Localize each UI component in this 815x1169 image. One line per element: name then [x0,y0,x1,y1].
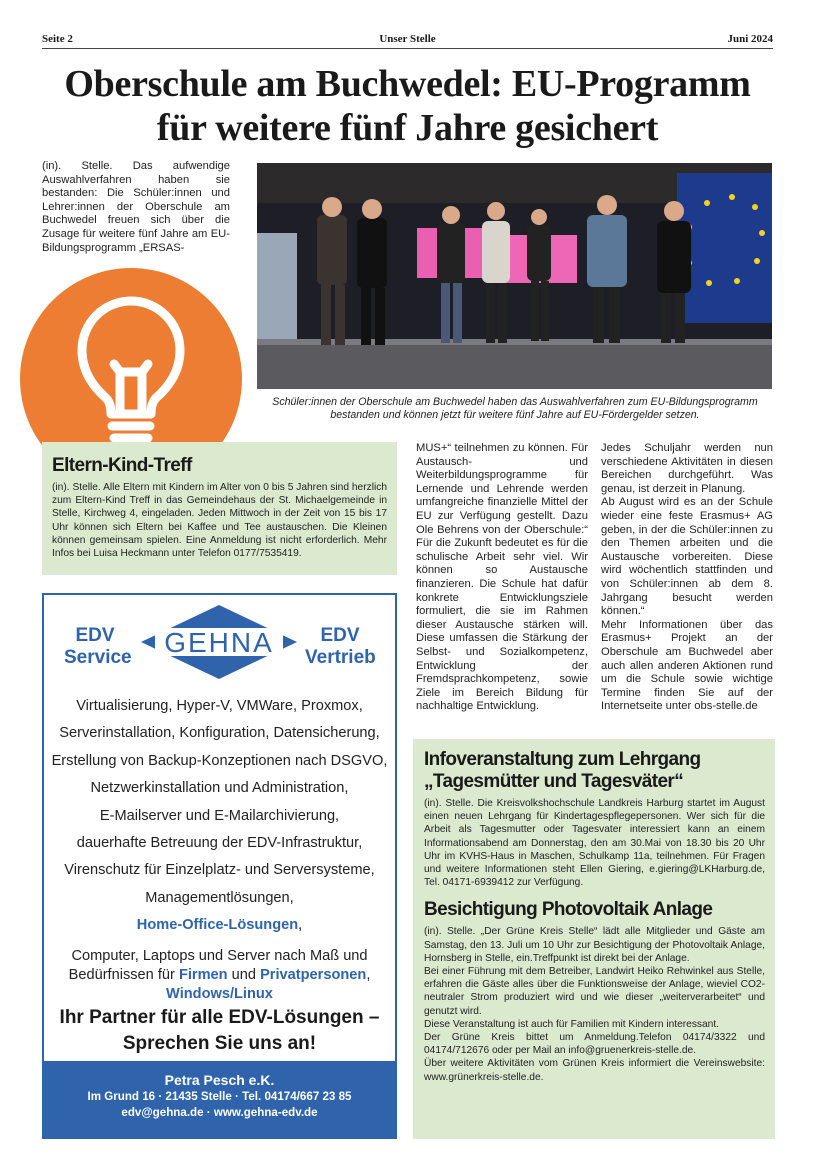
ad-hardware [44,940,395,1004]
running-head [42,33,773,49]
caption-line-1: Schüler:innen der Oberschule am Buchwedel haben das Auswahlverfahren zum EU-Bildungsprogramm [272,396,758,408]
pv-para-1: (in). Stelle. „Der Grüne Kreis Stelle“ lädt alle Mitglieder und Gäste am Samstag, den 13. Juli um 10 Uhr zur Besichtigung der Photovoltaik Anlage, Hornsberg in Stelle, ein.Treffpunkt ist direkt bei der Anlage. [424,926,765,964]
article-column-3 [601,442,773,714]
header-rule [42,48,773,49]
issue-date: Juni 2024 [727,33,773,45]
headline-line-2: für weitere fünf Jahre gesichert [156,107,659,149]
caption-line-2: bestanden und können jetzt für weitere fünf Jahre auf EU-Fördergelder setzen. [330,409,700,421]
ad-service-7: Virenschutz für Einzelplatz- und Serversysteme, [64,862,375,879]
ad-service-1: Virtualisierung, Hyper-V, VMWare, Proxmox, [76,698,363,714]
ad-privatpersonen: Privatpersonen [260,966,367,983]
ad-slogan [44,1005,395,1057]
ad-service-5: E-Mailserver und E-Mailarchivierung, [99,807,340,824]
eltern-kind-treff-box [42,442,397,575]
ad-contact: edv@gehna.de · www.gehna-edv.de [121,1106,318,1119]
article-headline [30,62,785,150]
info-body: (in). Stelle. Die Kreisvolkshochschule Landkreis Harburg startet im August einen neuen Lehrgang für Kindertagespflegepersonen. Wer sich für die Arbeit als Tagesmutter oder Tagesvater interessiert kann an einem Informationsabend am Donnerstag, den am 30.Mai von 18.30 bis 20 Uhr Uhr im KVHS-Haus in Maschen, Schulkamp 11a, teilnehmen. Für Fragen und weitere Informationen steht Ellen Giering, e.giering@LKHarburg.de, Tel. 04171-6939412 zur Verfügung. [424,798,765,889]
gehna-advertisement [42,593,397,1139]
info-title-line-2: „Tagesmütter und Tagesväter“ [424,771,684,792]
ad-slogan-line-1: Ihr Partner für alle EDV-Lösungen – [59,1007,380,1028]
ad-edv-service [64,625,132,669]
ad-hardware-line-2 [44,966,395,985]
ad-edv-vertrieb [305,625,375,669]
ad-service-8: Managementlösungen, [145,889,294,906]
ad-windows-linux: Windows/Linux [166,985,273,1002]
publication-name: Unser Stelle [379,33,436,45]
ad-firmen: Firmen [178,966,228,983]
gehna-logo [139,603,299,681]
ad-left-line-2: Service [64,647,132,668]
page-number: Seite 2 [42,33,73,45]
pv-para-5: Über weitere Aktivitäten vom Grünen Kreis informiert die Vereinswebsite: www.grünerkreis-stelle.de. [424,1058,765,1083]
ad-address: Im Grund 16 · 21435 Stelle · Tel. 04174/667 23 85 [87,1090,352,1103]
ad-contact-footer [44,1061,395,1137]
pv-body [424,925,765,1083]
eltern-kind-treff-title: Eltern-Kind-Treff [52,455,192,476]
article-col3-para-1: Jedes Schuljahr werden nun verschiedene Aktivitäten in diesen Bereichen durchgeführt. Was genau, ist derzeit in Planung. [601,442,773,495]
ad-service-3: Erstellung von Backup-Konzeptionen nach DSGVO, [51,752,388,769]
stage-photo-illustration [257,163,772,389]
ad-company-name: Petra Pesch e.K. [164,1072,275,1088]
article-col3-para-2: Ab August wird es an der Schule wieder eine feste Erasmus+ AG geben, in der die Schüler:innen zu den Themen arbeiten und die Austausche vorbereiten. Diese wird wöchentlich stattfinden und von Schüler:innen ab dem 8. Jahrgang besucht werden können.“ [601,496,773,618]
ad-hardware-line-1: Computer, Laptops und Server nach Maß und [71,947,368,964]
ad-left-line-1: EDV [75,625,115,646]
pv-para-2: Bei einer Führung mit dem Betreiber, Landwirt Heiko Rehwinkel aus Stelle, erfahren die Gäste alles über die Funktionsweise der Anlage, wieviel CO2-neutraler Strom produziert wird und wie dieser „weiterverarbeitet“ und genutzt wird. [424,966,765,1017]
ad-header [44,595,395,687]
ad-comma: , [298,917,303,934]
headline-line-1: Oberschule am Buchwedel: EU-Programm [64,63,751,105]
ad-home-office [44,912,395,939]
article-col3-para-3: Mehr Informationen über das Erasmus+ Projekt an der Oberschule am Buchwedel aber auch allen anderen Aktionen rund um die Schule sowie wichtige Termine finden Sie auf der Internetseite unter obs-stelle.de [601,618,773,713]
ad-service-6: dauerhafte Betreuung der EDV-Infrastruktur, [76,835,363,852]
pv-title: Besichtigung Photovoltaik Anlage [424,899,713,921]
article-column-2: MUS+“ teilnehmen zu können. Für Austausch- und Weiterbildungsprogramme für Lernende und Lehrende werden umfangreiche finanzielle Mittel der EU zur Verfügung gestellt. Dazu Ole Behrens von der Oberschule:“ Für die Zukunft bedeutet es für die schulische Arbeit sehr viel. Wir können so Austausche finanzieren. Die Schule hat dafür konkrete Entwicklungsziele formuliert, die sie im Rahmen dieser Austausche stärken will. Diese umfassen die Stärkung der Selbst- und Sozialkompetenz, Entwicklung der Fremdsprachkompetenz, sowie Ziele im Bereich Bildung für nachhaltige Entwicklung. [416,442,588,713]
ad-hardware-text: Bedürfnissen für [68,966,179,983]
pv-para-4: Der Grüne Kreis bittet um Anmeldung.Telefon 04174/3322 und 04174/712676 oder per Mail an info@gruenerkreis-stelle.de. [424,1032,765,1057]
ad-comma-2: , [366,966,371,983]
pv-para-3: Diese Veranstaltung ist auch für Familien mit Kindern interessant. [424,1018,720,1030]
ad-right-line-1: EDV [320,625,360,646]
info-events-box [413,739,775,1139]
photo-caption [255,396,775,422]
ad-slogan-line-2: Sprechen Sie uns an! [122,1033,317,1054]
article-intro: (in). Stelle. Das aufwendige Auswahlverfahren haben sie bestanden: Die Schüler:innen und Lehrer:innen der Oberschule am Buchwedel freuen sich über die Zusage für weitere fünf Jahre am EU-Bildungsprogramm „ERSAS- [42,160,230,254]
logo-text: GEHNA [164,627,274,658]
ad-service-2: Serverinstallation, Konfiguration, Datensicherung, [59,725,380,742]
ad-right-line-2: Vertrieb [305,647,376,668]
ad-home-office-label: Home-Office-Lösungen [136,917,299,934]
ad-und: und [227,966,261,983]
ad-services-list [44,693,395,1004]
eltern-kind-treff-body: (in). Stelle. Alle Eltern mit Kindern im Alter von 0 bis 5 Jahren sind herzlich zum Eltern-Kind Treff in das Gemeindehaus der St. Michaelgemeinde in Stelle, Kirchweg 4, eingeladen. Jeden Mittwoch in der Zeit von 15 bis 17 Uhr können sich Eltern bei Kaffee und Tee austauschen. Die Kleinen können gemeinsam spielen. Eine Anmeldung ist nicht erforderlich. Mehr Infos bei Luisa Heckmann unter Telefon 0177/7535419. [52,482,387,560]
article-photo [257,163,772,389]
info-title-line-1: Infoveranstaltung zum Lehrgang [424,749,701,770]
ad-service-4: Netzwerkinstallation und Administration, [90,780,349,797]
